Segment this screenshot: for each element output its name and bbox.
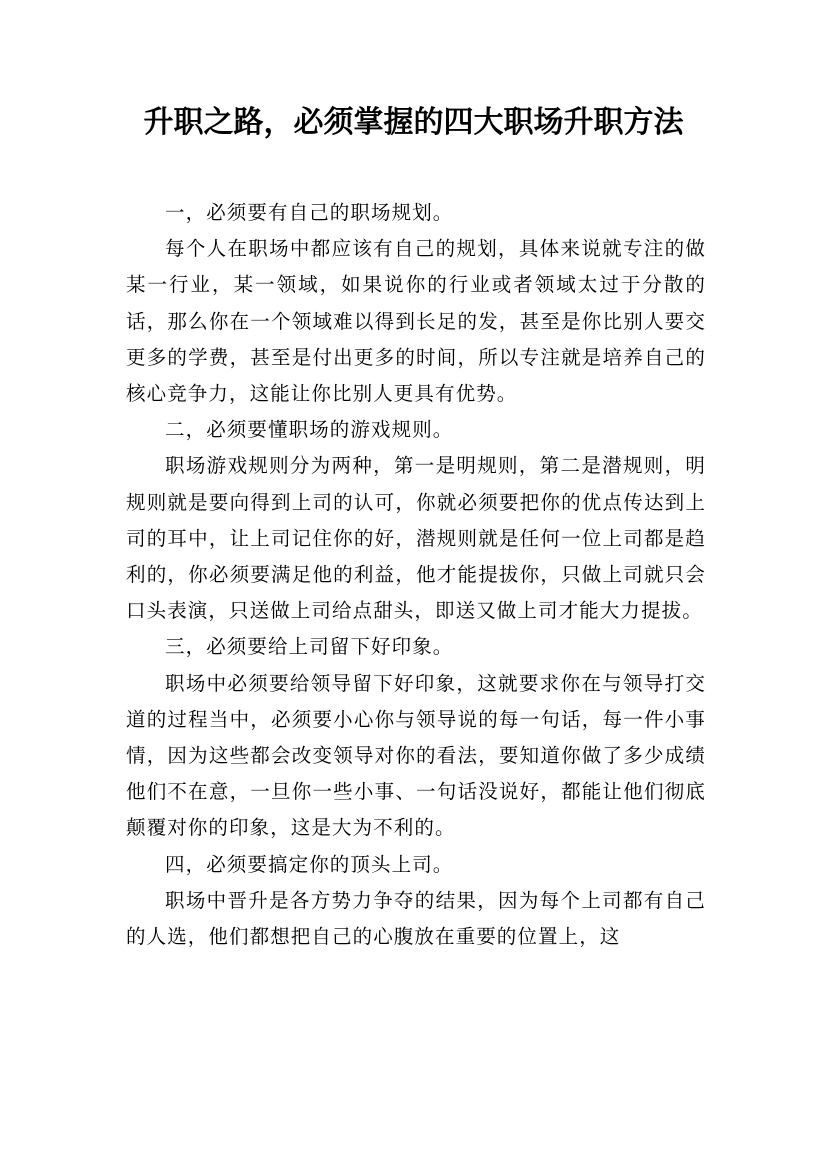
document-title: 升职之路，必须掌握的四大职场升职方法	[143, 105, 684, 140]
document-body	[126, 195, 706, 955]
paragraph-4: 职场中晋升是各方势力争夺的结果，因为每个上司都有自己的人选，他们都想把自己的心腹放在重要的位置上，这	[126, 888, 706, 949]
section-heading-1: 一，必须要有自己的职场规划。	[165, 201, 454, 224]
section-heading-4: 四，必须要搞定你的顶头上司。	[165, 852, 454, 876]
section-heading-3: 三，必须要给上司留下好印象。	[165, 635, 454, 659]
section-heading-2: 二，必须要懂职场的游戏规则。	[165, 418, 454, 442]
paragraph-3: 职场中必须要给领导留下好印象，这就要求你在与领导打交道的过程当中，必须要小心你与领导说的每一句话，每一件小事情，因为这些都会改变领导对你的看法，要知道你做了多少成绩他们不在意，一旦你一些小事、一句话没说好，都能让他们彻底颠覆对你的印象，这是大为不利的。	[126, 671, 706, 840]
paragraph-1: 每个人在职场中都应该有自己的规划，具体来说就专注的做某一行业，某一领域，如果说你的行业或者领域太过于分散的话，那么你在一个领域难以得到长足的发，甚至是你比别人要交更多的学费，甚至是付出更多的时间，所以专注就是培养自己的核心竞争力，这能让你比别人更具有优势。	[126, 237, 706, 406]
paragraph-2: 职场游戏规则分为两种，第一是明规则，第二是潜规则，明规则就是要向得到上司的认可，你就必须要把你的优点传达到上司的耳中，让上司记住你的好，潜规则就是任何一位上司都是趋利的，你必须要满足他的利益，他才能提拔你，只做上司就只会口头表演，只送做上司给点甜头，即送又做上司才能大力提拔。	[126, 454, 706, 623]
